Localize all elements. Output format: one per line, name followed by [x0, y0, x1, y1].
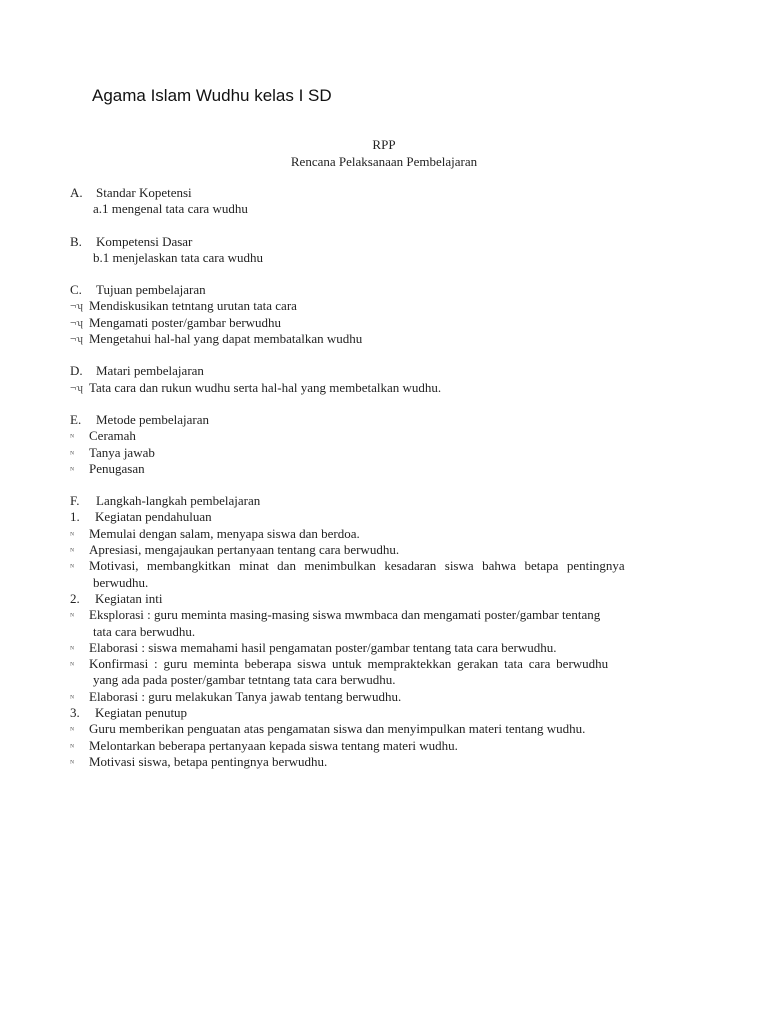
list-item: ᴺ Penugasan — [70, 461, 675, 477]
step-2-heading: 2. Kegiatan inti — [70, 590, 163, 606]
list-item: ᴺ Konfirmasi : guru meminta beberapa siswa untuk mempraktekkan gerakan tata cara berwudhu — [70, 656, 675, 672]
section-a-heading: A. Standar Kopetensi — [70, 185, 192, 200]
list-item: ᴺ Motivasi siswa, betapa pentingnya berwudhu. — [70, 754, 675, 770]
step-3-heading: 3. Kegiatan penutup — [70, 705, 188, 721]
bullet-icon: ᴺ — [70, 741, 75, 752]
arrow-bullet-icon: ¬ʮ — [70, 316, 84, 329]
arrow-bullet-icon: ¬ʮ — [70, 381, 84, 394]
list-item: ᴺ Guru memberikan penguatan atas pengamatan siswa dan menyimpulkan materi tentang wudhu. — [70, 721, 675, 737]
list-item: ᴺ Eksplorasi : guru meminta masing-masing siswa mwmbaca dan mengamati poster/gambar tentang — [70, 607, 675, 623]
arrow-bullet-icon: ¬ʮ — [70, 333, 84, 346]
rpp-label: RPP — [372, 137, 396, 152]
list-item: ᴺ Memulai dengan salam, menyapa siswa dan berdoa. — [70, 526, 675, 542]
document-title: Agama Islam Wudhu kelas I SD — [92, 86, 332, 105]
list-item: ᴺ Elaborasi : siswa memahami hasil pengamatan poster/gambar tentang tata cara berwudhu. — [70, 640, 675, 656]
list-item: ᴺ Tanya jawab — [70, 445, 675, 461]
list-item: ¬ʮ Tata cara dan rukun wudhu serta hal-hal yang membetalkan wudhu. — [70, 379, 442, 395]
bullet-icon: ᴺ — [70, 562, 75, 573]
bullet-icon: ᴺ — [70, 757, 75, 768]
bullet-icon: ᴺ — [70, 464, 75, 475]
section-e-heading: E. Metode pembelajaran — [70, 411, 209, 427]
bullet-icon: ᴺ — [70, 448, 75, 459]
list-item: ᴺ Ceramah — [70, 428, 675, 444]
section-b-heading: B. Kompetensi Dasar — [70, 233, 193, 249]
list-item: ᴺ Melontarkan beberapa pertanyaan kepada siswa tentang materi wudhu. — [70, 738, 675, 754]
rpp-header — [0, 137, 768, 170]
list-item: ᴺ Apresiasi, mengajaukan pertanyaan tentang cara berwudhu. — [70, 542, 675, 558]
bullet-icon: ᴺ — [70, 611, 75, 622]
bullet-icon: ᴺ — [70, 529, 75, 540]
section-d-heading: D. Matari pembelajaran — [70, 363, 204, 379]
list-item: ᴺ Motivasi, membangkitkan minat dan menimbulkan kesadaran siswa bahwa betapa pentingnya — [70, 558, 675, 574]
bullet-icon: ᴺ — [70, 725, 75, 736]
section-b-item: b.1 menjelaskan tata cara wudhu — [93, 249, 264, 265]
section-f-heading: F. Langkah-langkah pembelajaran — [70, 493, 261, 509]
list-item-continuation: yang ada pada poster/gambar tetntang tata cara berwudhu. — [93, 672, 396, 688]
rpp-subtitle: Rencana Pelaksanaan Pembelajaran — [290, 153, 478, 169]
section-a-item: a.1 mengenal tata cara wudhu — [93, 201, 248, 217]
bullet-icon: ᴺ — [70, 660, 75, 671]
list-item: ᴺ Elaborasi : guru melakukan Tanya jawab tentang berwudhu. — [70, 689, 675, 705]
bullet-icon: ᴺ — [70, 643, 75, 654]
bullet-icon: ᴺ — [70, 692, 75, 703]
list-item: ¬ʮ Mengetahui hal-hal yang dapat membatalkan wudhu — [70, 331, 363, 347]
list-item-continuation: berwudhu. — [93, 574, 149, 590]
list-item: ¬ʮ Mengamati poster/gambar berwudhu — [70, 314, 282, 330]
bullet-icon: ᴺ — [70, 432, 75, 443]
section-c-heading: C. Tujuan pembelajaran — [70, 282, 206, 298]
list-item-continuation: tata cara berwudhu. — [93, 623, 196, 639]
document-body — [70, 185, 675, 770]
list-item: ¬ʮ Mendiskusikan tetntang urutan tata cara — [70, 298, 297, 314]
step-1-heading: 1. Kegiatan pendahuluan — [70, 509, 212, 525]
arrow-bullet-icon: ¬ʮ — [70, 300, 84, 313]
bullet-icon: ᴺ — [70, 546, 75, 557]
